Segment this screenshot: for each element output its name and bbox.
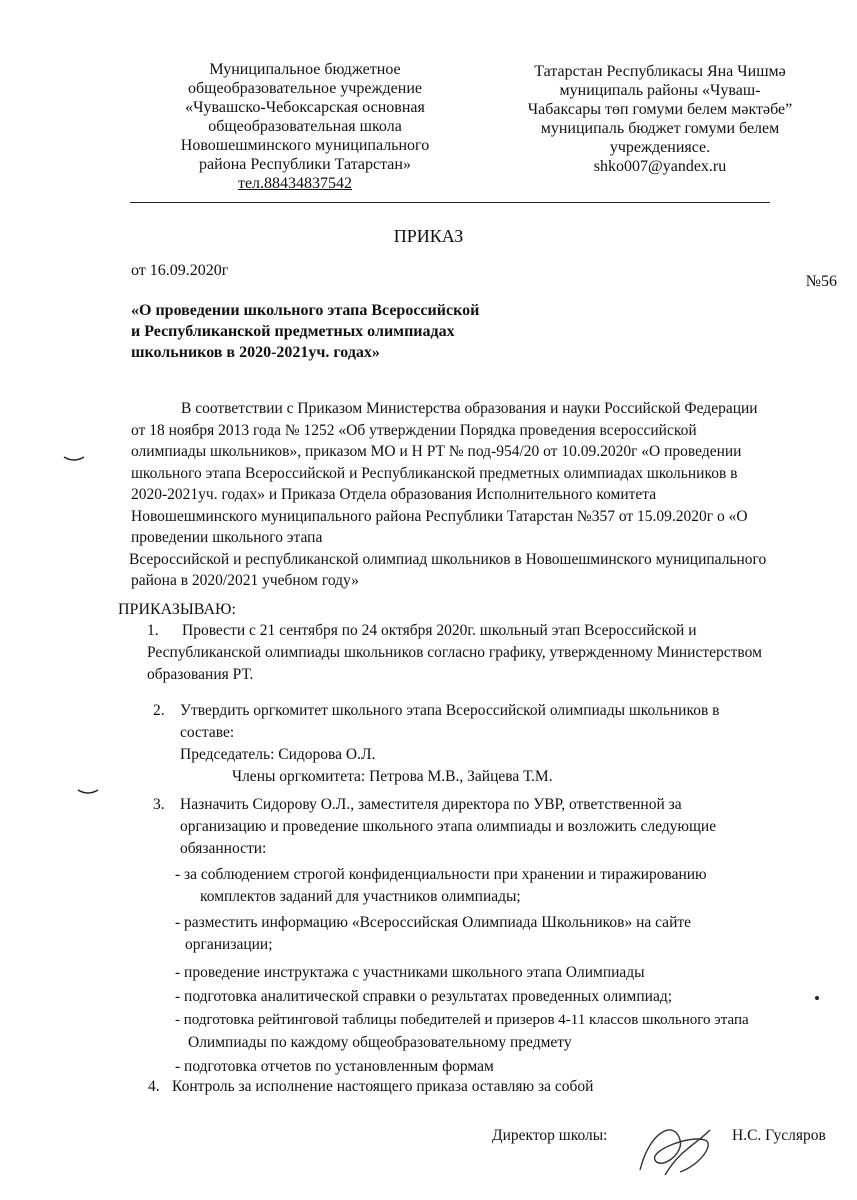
item-number: 3. [153, 796, 165, 813]
scan-mark [76, 788, 100, 796]
duty-line: - проведение инструктажа с участниками школьного этапа Олимпиады [175, 964, 645, 981]
preamble-line: проведении школьного этапа [131, 529, 323, 546]
item-number: 1. [147, 622, 159, 639]
preamble-line: школьного этапа Всероссийской и Республиканской предметных олимпиадах школьников в [131, 464, 738, 482]
item-3-line: организацию и проведение школьного этапа олимпиады и возложить следующие [180, 818, 717, 835]
signature-name: Н.С. Гусляров [732, 1127, 826, 1144]
duty-line: Олимпиады по каждому общеобразовательному предмету [188, 1034, 572, 1051]
header-right-line: муниципаль бюджет гомуми белем [540, 120, 780, 137]
item-2-line: Утвердить оргкомитет школьного этапа Всероссийской олимпиады школьников в [180, 702, 720, 719]
preamble-paragraph [131, 398, 857, 592]
subject-line: и Республиканской предметных олимпиадах [131, 323, 455, 340]
preamble-line: олимпиады школьников», приказом МО и Н РТ № под-954/20 от 10.09.2020г «О проведении [131, 443, 742, 460]
preamble-line: 2020-2021уч. годах» и Приказа Отдела образования Исполнительного комитета [131, 486, 657, 503]
item-3-line: обязанности: [180, 840, 267, 857]
document-date: от 16.09.2020г [131, 262, 229, 279]
item-1-line: Провести с 21 сентября по 24 октября 2020г. школьный этап Всероссийской и [182, 622, 697, 639]
handwritten-signature [620, 1110, 730, 1190]
header-right-line: Татарстан Республикасы Яна Чишмә [534, 63, 786, 80]
duty-line: - подготовка аналитической справки о результатах проведенных олимпиад; [175, 988, 673, 1005]
item-3-line: Назначить Сидорову О.Л., заместителя директора по УВР, ответственной за [180, 796, 682, 813]
subject-line: школьников в 2020-2021уч. годах» [131, 344, 380, 361]
duty-line: комплектов заданий для участников олимпиады; [200, 888, 521, 905]
subject-line: «О проведении школьного этапа Всероссийской [131, 302, 480, 319]
header-left-line: «Чувашско-Чебоксарская основная [185, 99, 425, 116]
duty-line: - разместить информацию «Всероссийская Олимпиада Школьников» на сайте [175, 914, 692, 931]
scan-dot [814, 995, 820, 1001]
signature-role: Директор школы: [492, 1127, 608, 1144]
preamble-line: Новошешминского муниципального района Республики Татарстан №357 от 15.09.2020г о «О [131, 507, 748, 525]
item-number: 2. [153, 702, 165, 719]
document-subject [131, 300, 551, 363]
header-divider [130, 202, 770, 203]
header-right-block [495, 62, 825, 176]
item-4-line: Контроль за исполнение настоящего приказа оставляю за собой [172, 1078, 594, 1095]
header-right-line: Чабаксары төп гомуми белем мәктәбе” [527, 101, 793, 118]
duty-line: - за соблюдением строгой конфиденциальности при хранении и тиражированию [175, 866, 707, 883]
header-email: shko007@yandex.ru [593, 158, 727, 175]
header-left-line: района Республики Татарстан» [199, 156, 411, 173]
header-left-line: общеобразовательное учреждение [188, 80, 422, 97]
item-1-line: Республиканской олимпиады школьников согласно графику, утвержденному Министерством [147, 644, 762, 661]
preamble-line: района в 2020/2021 учебном году» [131, 572, 359, 589]
header-phone: тел.88434837542 [237, 175, 353, 192]
preamble-line: В соответствии с Приказом Министерства образования и науки Российской Федерации [181, 400, 758, 417]
header-left-line: общеобразовательная школа [208, 118, 402, 135]
duty-line: организации; [185, 936, 273, 953]
document-title: ПРИКАЗ [393, 226, 464, 246]
header-left-line: Новошешминского муниципального [180, 137, 430, 154]
document-number: №56 [805, 273, 837, 290]
order-keyword: ПРИКАЗЫВАЮ: [118, 601, 236, 618]
item-1-line: образования РТ. [147, 666, 254, 683]
header-right-line: муниципаль районы «Чуваш- [559, 82, 761, 99]
preamble-line: Всероссийской и республиканской олимпиад школьников в Новошешминского муниципального [129, 550, 767, 568]
duty-line: - подготовка рейтинговой таблицы победителей и призеров 4-11 классов школьного этапа [175, 1012, 749, 1028]
chairman-line: Председатель: Сидорова О.Л. [180, 746, 376, 763]
header-left-line: Муниципальное бюджетное [209, 61, 401, 78]
preamble-line: от 18 ноября 2013 года № 1252 «Об утверждении Порядка проведения всероссийской [131, 421, 697, 439]
header-left-block [150, 60, 460, 193]
item-number: 4. [148, 1078, 160, 1095]
committee-members-line: Члены оргкомитета: Петрова М.В., Зайцева Т.М. [232, 768, 553, 785]
scan-mark [62, 455, 86, 463]
item-2-line: составе: [180, 724, 235, 741]
duty-line: - подготовка отчетов по установленным формам [175, 1058, 494, 1075]
header-right-line: учреждениясе. [609, 139, 711, 156]
